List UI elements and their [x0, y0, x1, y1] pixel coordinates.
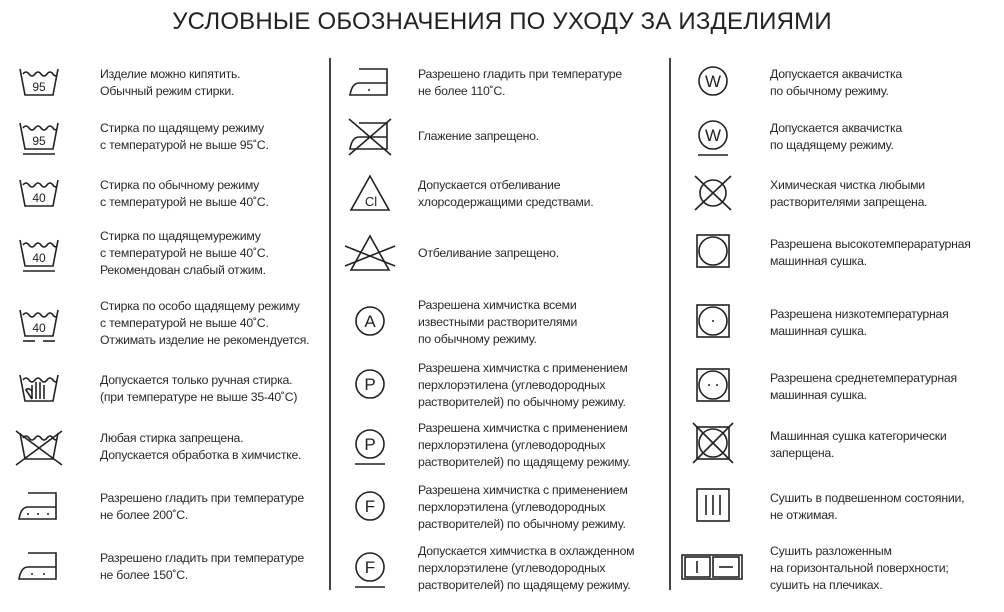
drip-dry-icon — [686, 483, 740, 529]
description-line: Разрешено гладить при температуре — [100, 491, 304, 505]
wet-clean-w-icon — [686, 59, 740, 105]
description-line: по щадящему режиму. — [770, 138, 894, 152]
description-line: Стирка по обычному режиму — [100, 178, 260, 192]
description-line: Изделие можно кипятить. — [100, 67, 241, 81]
dryclean-p-icon — [343, 362, 397, 408]
description-line: Разрешена химчистка с применением — [418, 421, 628, 435]
care-symbol-description — [418, 360, 628, 411]
description-line: Допускается аквачистка — [770, 121, 902, 135]
wash-95-icon — [12, 59, 66, 105]
description-line: перхлорэтилена (углеводородных — [418, 438, 606, 452]
description-line: на горизонтальной поверхности; — [770, 561, 949, 575]
wet-clean-w-gentle-icon — [686, 113, 740, 159]
care-symbol-description — [770, 370, 957, 404]
description-line: с температурой не выше 40˚С. — [100, 316, 269, 330]
description-line: Сушить в подвешенном состоянии, — [770, 491, 965, 505]
dryclean-f-gentle-icon — [343, 545, 397, 591]
care-symbol-description — [418, 543, 634, 594]
description-line: Стирка по особо щадящему режиму — [100, 299, 300, 313]
description-line: перхлорэтилена (углеводородных — [418, 378, 606, 392]
hand-wash-icon — [12, 365, 66, 411]
description-line: перхлорэтилене (углеводородных — [418, 561, 606, 575]
care-symbol-description — [418, 297, 577, 348]
description-line: заперщена. — [770, 446, 835, 460]
care-symbol-description — [418, 66, 622, 100]
description-line: Допускается отбеливание — [418, 178, 561, 192]
description-line: Допускается химчистка в охлажденном — [418, 544, 635, 558]
description-line: растворителей) по щадящему режиму. — [418, 455, 631, 469]
svg-text:95: 95 — [32, 80, 46, 94]
description-line: растворителей) по щадящему режиму. — [418, 578, 631, 592]
wash-40-icon — [12, 170, 66, 216]
do-not-tumble-dry-icon — [686, 421, 740, 467]
svg-text:F: F — [364, 557, 376, 577]
care-symbol-description — [418, 128, 539, 145]
do-not-iron-icon — [343, 113, 397, 159]
description-line: машинная сушка. — [770, 324, 867, 338]
description-line: Разрешена химчистка всеми — [418, 298, 577, 312]
care-symbol-description — [100, 550, 304, 584]
description-line: с температурой не выше 95˚С. — [100, 138, 269, 152]
care-symbol-description — [770, 428, 946, 462]
dryclean-f-icon — [343, 484, 397, 530]
description-line: не более 200˚С. — [100, 508, 189, 522]
description-line: машинная сушка. — [770, 254, 867, 268]
description-line: не отжимая. — [770, 508, 838, 522]
care-symbol-description — [770, 490, 964, 524]
care-symbol-description — [100, 177, 269, 211]
wash-40-very-gentle-icon — [12, 300, 66, 346]
description-line: Глажение запрещено. — [418, 129, 539, 143]
description-line: Разрешена высокотемперaратурная — [770, 237, 971, 251]
description-line: Допускается обработка в химчистке. — [100, 448, 302, 462]
care-symbol-description — [100, 298, 309, 349]
care-symbol-description — [100, 490, 304, 524]
column-divider — [669, 58, 671, 590]
description-line: не более 110˚С. — [418, 84, 506, 98]
bleach-chlorine-icon — [343, 170, 397, 216]
description-line: (при температуре не выше 35-40˚С) — [100, 390, 298, 404]
wash-95-gentle-icon — [12, 113, 66, 159]
description-line: Отбеливание запрещено. — [418, 246, 559, 260]
care-symbol-description — [770, 66, 902, 100]
description-line: Допускается только ручная стирка. — [100, 373, 293, 387]
care-symbol-description — [770, 236, 971, 270]
do-not-dryclean-icon — [686, 170, 740, 216]
dryclean-p-gentle-icon — [343, 422, 397, 468]
description-line: с температурой не выше 40˚С. — [100, 246, 269, 260]
description-line: не более 150˚С. — [100, 568, 189, 582]
description-line: Разрешена химчистка с применением — [418, 483, 628, 497]
care-symbol-description — [100, 228, 269, 279]
description-line: Рекомендован слабый отжим. — [100, 263, 266, 277]
care-symbol-description — [418, 482, 628, 533]
description-line: Разрешена химчистка с применением — [418, 361, 628, 375]
care-symbol-description — [100, 372, 297, 406]
svg-text:Cl: Cl — [364, 194, 378, 209]
do-not-wash-icon — [12, 423, 66, 469]
description-line: Разрешена среднетемпературная — [770, 371, 957, 385]
description-line: Сушить разложенным — [770, 544, 892, 558]
description-line: хлорсодержащими средствами. — [418, 195, 594, 209]
care-symbol-description — [770, 177, 927, 211]
svg-text:W: W — [704, 126, 722, 145]
care-symbol-description — [100, 66, 240, 100]
description-line: Химическая чистка любыми — [770, 178, 925, 192]
iron-3-dots-icon — [12, 483, 66, 529]
tumble-dry-high-icon — [686, 229, 740, 275]
description-line: Отжимать изделие не рекомендуется. — [100, 333, 310, 347]
column-divider — [329, 58, 331, 590]
svg-text:95: 95 — [32, 134, 46, 148]
care-symbol-description — [418, 245, 559, 262]
care-symbol-description — [100, 430, 301, 464]
page-title: УСЛОВНЫЕ ОБОЗНАЧЕНИЯ ПО УХОДУ ЗА ИЗДЕЛИЯМИ — [172, 8, 832, 35]
iron-1-dot-icon — [343, 59, 397, 105]
description-line: Стирка по щадящему режиму — [100, 121, 264, 135]
svg-text:W: W — [704, 72, 722, 91]
do-not-bleach-icon — [343, 230, 397, 276]
description-line: растворителей) по обычному режиму. — [418, 517, 626, 531]
care-symbol-description — [418, 420, 630, 471]
care-symbol-description — [770, 306, 949, 340]
description-line: Допускается аквачистка — [770, 67, 902, 81]
description-line: с температурой не выше 40˚С. — [100, 195, 269, 209]
svg-text:P: P — [364, 434, 376, 454]
tumble-dry-low-icon — [686, 299, 740, 345]
iron-2-dots-icon — [12, 543, 66, 589]
svg-text:A: A — [364, 311, 376, 331]
description-line: перхлорэтилена (углеводородных — [418, 500, 606, 514]
care-symbol-description — [770, 120, 902, 154]
care-symbol-description — [100, 120, 269, 154]
svg-text:P: P — [364, 374, 376, 394]
care-symbol-description — [770, 543, 949, 594]
description-line: Любая стирка запрещена. — [100, 431, 244, 445]
svg-text:40: 40 — [32, 320, 46, 335]
description-line: машинная сушка. — [770, 388, 867, 402]
dry-flat-icon — [686, 545, 740, 591]
description-line: Обычный режим стирки. — [100, 84, 235, 98]
wash-40-gentle-icon — [12, 230, 66, 276]
description-line: Машинная сушка категорически — [770, 429, 947, 443]
tumble-dry-medium-icon — [686, 363, 740, 409]
svg-text:40: 40 — [32, 191, 46, 205]
description-line: Разрешено гладить при температуре — [418, 67, 622, 81]
description-line: по обычному режиму. — [418, 332, 537, 346]
description-line: Разрешена низкотемпературная — [770, 307, 949, 321]
description-line: Стирка по щадящемурежиму — [100, 229, 261, 243]
description-line: растворителями запрещена. — [770, 195, 928, 209]
care-symbol-description — [418, 177, 593, 211]
description-line: известными растворителями — [418, 315, 578, 329]
svg-text:F: F — [364, 496, 376, 516]
svg-text:40: 40 — [32, 250, 46, 265]
dryclean-a-icon — [343, 299, 397, 345]
description-line: по обычному режиму. — [770, 84, 889, 98]
description-line: Разрешено гладить при температуре — [100, 551, 304, 565]
description-line: растворителей) по обычному режиму. — [418, 395, 626, 409]
description-line: сушить на плечиках. — [770, 578, 883, 592]
